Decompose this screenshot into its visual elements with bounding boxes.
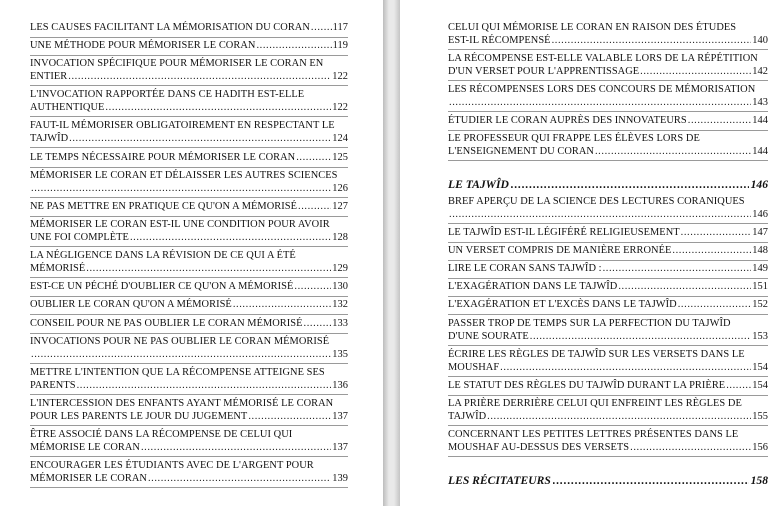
toc-entry[interactable] [30,336,348,361]
toc-page-number: 155 [752,410,768,422]
section-heading-title: LE TAJWÎD [448,178,509,191]
toc-entry-line [30,299,348,312]
toc-entry-line [448,398,768,411]
toc-entry-title: FAUT-IL MÉMORISER OBLIGATOIREMENT EN RESPECTANT LE [30,120,335,131]
toc-entry-title: CELUI QUI MÉMORISE LE CORAN EN RAISON DES ÉTUDES [448,22,737,33]
toc-separator-line [448,130,768,131]
toc-entry-line [30,367,348,380]
toc-entry-title: MÉMORISE LE CORAN [30,441,140,453]
toc-entry-title: NE PAS METTRE EN PRATIQUE CE QU'ON A MÉMORISÉ [30,201,297,212]
toc-entry-title: INVOCATION SPÉCIFIQUE POUR MÉMORISER LE CORAN EN [30,58,324,69]
toc-entry-title: LA NÉGLIGENCE DANS LA RÉVISION DE CE QUI A ÉTÉ [30,250,296,261]
toc-entry-line [448,66,768,79]
toc-entry-title: MÉMORISER LE CORAN ET DÉLAISSER LES AUTRES SCIENCES [30,170,338,181]
toc-separator-line [30,456,348,457]
toc-entry-title: LES RÉCOMPENSES LORS DES CONCOURS DE MÉMORISATION [448,84,756,95]
toc-dot-leader [618,281,751,294]
toc-entry-line [448,442,768,455]
toc-entry-title: MOUSHAF [448,361,500,373]
toc-entry-line [448,349,768,362]
section-heading-page-number: 158 [750,474,768,487]
toc-entry-title: TAJWÎD [448,410,487,422]
toc-entry-title: PASSER TROP DE TEMPS SUR LA PERFECTION DU TAJWÎD [448,318,731,329]
toc-entry[interactable] [448,84,768,109]
toc-entry-title: AUTHENTIQUE [30,101,105,113]
toc-dot-leader [511,178,749,192]
toc-separator-line [30,363,348,364]
toc-separator-line [30,487,348,488]
toc-entry[interactable] [30,89,348,114]
toc-page-number: 156 [752,441,768,453]
toc-page-number: 149 [752,263,768,274]
toc-dot-leader [86,263,331,276]
toc-entry[interactable] [30,250,348,275]
toc-page-number: 124 [332,132,348,144]
toc-separator-line [30,277,348,278]
toc-page-number: 135 [332,348,348,360]
toc-entry[interactable] [30,429,348,454]
toc-entry[interactable] [448,380,768,393]
toc-entry[interactable] [448,398,768,423]
toc-entry-line [448,362,768,375]
toc-entry-line [448,146,768,159]
toc-dot-leader [31,349,331,362]
toc-separator-line [30,314,348,315]
toc-dot-leader [678,299,752,312]
toc-entry-line [448,281,768,294]
toc-dot-leader [552,35,752,48]
toc-dot-leader [69,133,331,146]
right-page [400,0,780,506]
toc-entry-line [448,84,768,97]
toc-entry-line [30,232,348,245]
toc-dot-leader [256,40,331,53]
toc-separator-line [448,242,768,243]
toc-dot-leader [311,22,332,35]
toc-page-number: 147 [752,227,768,238]
toc-entry[interactable] [448,115,768,128]
toc-entry-title: ÊTRE ASSOCIÉ DANS LA RÉCOMPENSE DE CELUI QUI [30,429,293,440]
toc-entry[interactable] [30,281,348,294]
toc-entry[interactable] [30,58,348,83]
toc-entry-title: CONSEIL POUR NE PAS OUBLIER LE CORAN MÉMORISÉ [30,318,303,329]
toc-entry-title: D'UNE SOURATE [448,330,529,342]
toc-entry-title: ENCOURAGER LES ÉTUDIANTS AVEC DE L'ARGENT POUR [30,460,314,471]
toc-entry[interactable] [448,318,768,343]
toc-entry-line [30,219,348,232]
toc-entry-line [448,115,768,128]
toc-entry-line [448,411,768,424]
toc-entry-title: UNE MÉTHODE POUR MÉMORISER LE CORAN [30,40,256,51]
toc-entry-title: ENTIER [30,70,68,82]
toc-dot-leader [530,331,752,344]
toc-entry-title: L'EXAGÉRATION ET L'EXCÈS DANS LE TAJWÎD [448,299,677,310]
toc-page-number: 146 [752,208,768,220]
toc-entry-title: ÉTUDIER LE CORAN AUPRÈS DES INNOVATEURS [448,115,687,126]
toc-entry-line [448,299,768,312]
toc-page-number: 148 [752,245,768,256]
section-heading[interactable] [448,178,768,192]
toc-separator-line [448,111,768,112]
toc-separator-line [30,116,348,117]
toc-entry-title: MÉMORISER LE CORAN [30,472,147,484]
toc-separator-line [30,394,348,395]
toc-page-number: 128 [332,231,348,243]
toc-dot-leader [449,209,751,222]
toc-entry-line [448,22,768,35]
toc-dot-leader [105,102,331,115]
toc-entry-line [30,263,348,276]
toc-entry-title: MOUSHAF AU-DESSUS DES VERSETS [448,441,630,453]
toc-entry[interactable] [448,349,768,374]
toc-entry-title: LE TEMPS NÉCESSAIRE POUR MÉMORISER LE CORAN [30,152,296,163]
toc-entry[interactable] [448,22,768,47]
toc-entry[interactable] [30,201,348,214]
toc-page-number: 130 [332,281,348,292]
toc-separator-line [30,85,348,86]
toc-page-number: 154 [752,380,768,391]
toc-entry-title: LA PRIÈRE DERRIÈRE CELUI QUI ENFREINT LES RÈGLES DE [448,398,742,409]
toc-page-number: 133 [332,318,348,329]
toc-entry-line [30,102,348,115]
toc-entry-line [448,331,768,344]
toc-separator-line [30,333,348,334]
toc-entry-title: BREF APERÇU DE LA SCIENCE DES LECTURES CORANIQUES [448,196,745,207]
toc-entry[interactable] [30,367,348,392]
toc-dot-leader [296,152,331,165]
toc-page-number: 151 [752,281,768,292]
toc-entry-line [30,281,348,294]
toc-entry-line [30,152,348,165]
toc-entry-title: POUR LES PARENTS LE JOUR DU JUGEMENT [30,410,248,422]
toc-entry-line [30,40,348,53]
page-gutter-shadow-left [383,0,389,506]
toc-page-number: 129 [332,262,348,274]
toc-dot-leader [640,66,751,79]
toc-entry[interactable] [448,133,768,158]
toc-page-number: 140 [752,34,768,46]
toc-separator-line [30,296,348,297]
toc-dot-leader [304,318,332,331]
section-heading[interactable] [448,474,768,488]
toc-dot-leader [148,473,331,486]
toc-page-number: 154 [752,361,768,373]
toc-separator-line [30,246,348,247]
toc-page-number: 144 [752,115,768,126]
toc-entry-line [30,398,348,411]
toc-entry-line [30,460,348,473]
toc-separator-line [448,425,768,426]
toc-separator-line [30,197,348,198]
toc-entry-line [448,245,768,258]
toc-page-number: 117 [332,22,348,33]
toc-entry[interactable] [448,227,768,240]
toc-page-number: 152 [752,299,768,310]
toc-dot-leader [233,299,331,312]
toc-separator-line [448,80,768,81]
toc-entry-line [448,318,768,331]
toc-entry-line [448,35,768,48]
toc-entry-title: MÉMORISER LE CORAN EST-IL UNE CONDITION POUR AVOIR [30,219,330,230]
toc-entry-line [30,201,348,214]
toc-dot-leader [31,183,331,196]
toc-entry-title: UN VERSET COMPRIS DE MANIÈRE ERRONÉE [448,245,672,256]
toc-dot-leader [672,245,751,258]
toc-entry[interactable] [448,281,768,294]
toc-dot-leader [630,442,751,455]
toc-entry-title: LIRE LE CORAN SANS TAJWÎD : [448,263,602,274]
toc-separator-line [448,49,768,50]
toc-page-number: 143 [752,96,768,108]
toc-separator-line [30,147,348,148]
toc-page-number: 136 [332,379,348,391]
toc-page-number: 122 [332,101,348,113]
toc-entry[interactable] [30,460,348,485]
toc-entry[interactable] [30,22,348,35]
toc-entry-line [30,442,348,455]
toc-dot-leader [603,263,752,276]
toc-separator-line [448,456,768,457]
toc-entry-title: MÉMORISÉ [30,262,86,274]
toc-entry-line [30,58,348,71]
toc-separator-line [448,160,768,161]
toc-entry-line [448,196,768,209]
toc-entry-line [30,89,348,102]
toc-dot-leader [595,146,751,159]
toc-entry-line [30,22,348,35]
toc-dot-leader [449,97,751,110]
toc-entry-line [448,53,768,66]
toc-separator-line [448,345,768,346]
toc-entry[interactable] [30,152,348,165]
toc-entry[interactable] [30,219,348,244]
toc-entry-title: LES CAUSES FACILITANT LA MÉMORISATION DU CORAN [30,22,310,33]
toc-separator-line [30,37,348,38]
toc-entry-line [30,349,348,362]
toc-separator-line [448,260,768,261]
toc-page-number: 142 [752,65,768,77]
toc-entry[interactable] [30,318,348,331]
toc-page-number: 132 [332,299,348,310]
toc-page-number: 144 [752,145,768,157]
toc-separator-line [448,296,768,297]
toc-dot-leader [298,201,331,214]
toc-entry-title: EST-CE UN PÉCHÉ D'OUBLIER CE QU'ON A MÉMORISÉ [30,281,294,292]
toc-entry[interactable] [448,263,768,276]
toc-entry-line [30,250,348,263]
toc-separator-line [30,216,348,217]
toc-entry[interactable] [448,196,768,221]
toc-dot-leader [141,442,331,455]
toc-entry-title: L'INVOCATION RAPPORTÉE DANS CE HADITH EST-ELLE [30,89,305,100]
toc-entry-line [30,183,348,196]
toc-entry[interactable] [30,398,348,423]
toc-entry[interactable] [448,245,768,258]
toc-entry-line [448,209,768,222]
toc-separator-line [448,223,768,224]
toc-entry-line [30,411,348,424]
section-heading-page-number: 146 [750,178,768,191]
toc-separator-line [30,55,348,56]
toc-entry-line [448,263,768,276]
toc-entry[interactable] [30,170,348,195]
toc-entry-line [448,97,768,110]
toc-dot-leader [681,227,752,240]
toc-page-number: 137 [332,441,348,453]
toc-page-number: 153 [752,330,768,342]
toc-page-number: 119 [332,40,348,51]
toc-entry-line [448,380,768,393]
left-page [0,0,383,506]
toc-page-number: 122 [332,70,348,82]
toc-entry-line [30,473,348,486]
toc-entry-title: ÉCRIRE LES RÈGLES DE TAJWÎD SUR LES VERSETS DANS LE [448,349,745,360]
toc-entry[interactable] [448,299,768,312]
toc-entry[interactable] [448,429,768,454]
toc-entry-line [30,71,348,84]
toc-separator-line [30,167,348,168]
toc-entry-line [448,429,768,442]
toc-entry-line [30,120,348,133]
toc-entry-title: L'EXAGÉRATION DANS LE TAJWÎD [448,281,618,292]
toc-separator-line [448,314,768,315]
toc-entry-title: METTRE L'INTENTION QUE LA RÉCOMPENSE ATTEIGNE SES [30,367,325,378]
section-heading-title: LES RÉCITATEURS [448,474,551,487]
toc-entry-title: L'INTERCESSION DES ENFANTS AYANT MÉMORISÉ LE CORAN [30,398,334,409]
toc-dot-leader [68,71,331,84]
toc-dot-leader [487,411,751,424]
toc-entry-line [30,429,348,442]
toc-dot-leader [130,232,331,245]
toc-entry-title: D'UN VERSET POUR L'APPRENTISSAGE [448,65,640,77]
toc-dot-leader [294,281,331,294]
toc-entry-title: L'ENSEIGNEMENT DU CORAN [448,145,594,157]
toc-separator-line [448,278,768,279]
toc-entry[interactable] [30,299,348,312]
toc-entry[interactable] [30,120,348,145]
toc-entry[interactable] [30,40,348,53]
toc-entry-line [30,318,348,331]
toc-page-number: 137 [332,410,348,422]
toc-page-number: 126 [332,182,348,194]
toc-dot-leader [248,411,331,424]
toc-entry-title: LE PROFESSEUR QUI FRAPPE LES ÉLÈVES LORS DE [448,133,700,144]
toc-entry-title: INVOCATIONS POUR NE PAS OUBLIER LE CORAN MÉMORISÉ [30,336,330,347]
section-heading-line [448,178,768,192]
toc-dot-leader [77,380,332,393]
toc-entry-title: OUBLIER LE CORAN QU'ON A MÉMORISÉ [30,299,232,310]
toc-dot-leader [726,380,751,393]
toc-entry-line [30,133,348,146]
toc-page-number: 125 [332,152,348,163]
toc-entry-title: UNE FOI COMPLÈTE [30,231,129,243]
toc-entry-line [30,336,348,349]
section-heading-line [448,474,768,488]
toc-dot-leader [553,474,749,488]
toc-entry-title: EST-IL RÉCOMPENSÉ [448,34,551,46]
toc-entry-line [448,133,768,146]
toc-page-number: 127 [332,201,348,212]
toc-page-number: 139 [332,472,348,484]
toc-entry-line [30,380,348,393]
toc-dot-leader [688,115,752,128]
toc-entry-line [448,227,768,240]
toc-entry-title: PARENTS [30,379,76,391]
toc-separator-line [448,376,768,377]
toc-entry-title: CONCERNANT LES PETITES LETTRES PRÉSENTES DANS LE [448,429,739,440]
toc-separator-line [30,425,348,426]
toc-entry-title: TAJWÎD [30,132,69,144]
toc-entry-line [30,170,348,183]
toc-entry[interactable] [448,53,768,78]
toc-entry-title: LA RÉCOMPENSE EST-ELLE VALABLE LORS DE LA RÉPÉTITION [448,53,758,64]
toc-entry-title: LE STATUT DES RÈGLES DU TAJWÎD DURANT LA PRIÈRE [448,380,726,391]
toc-entry-title: LE TAJWÎD EST-IL LÉGIFÉRÉ RELIGIEUSEMENT [448,227,680,238]
toc-dot-leader [500,362,751,375]
toc-separator-line [448,395,768,396]
